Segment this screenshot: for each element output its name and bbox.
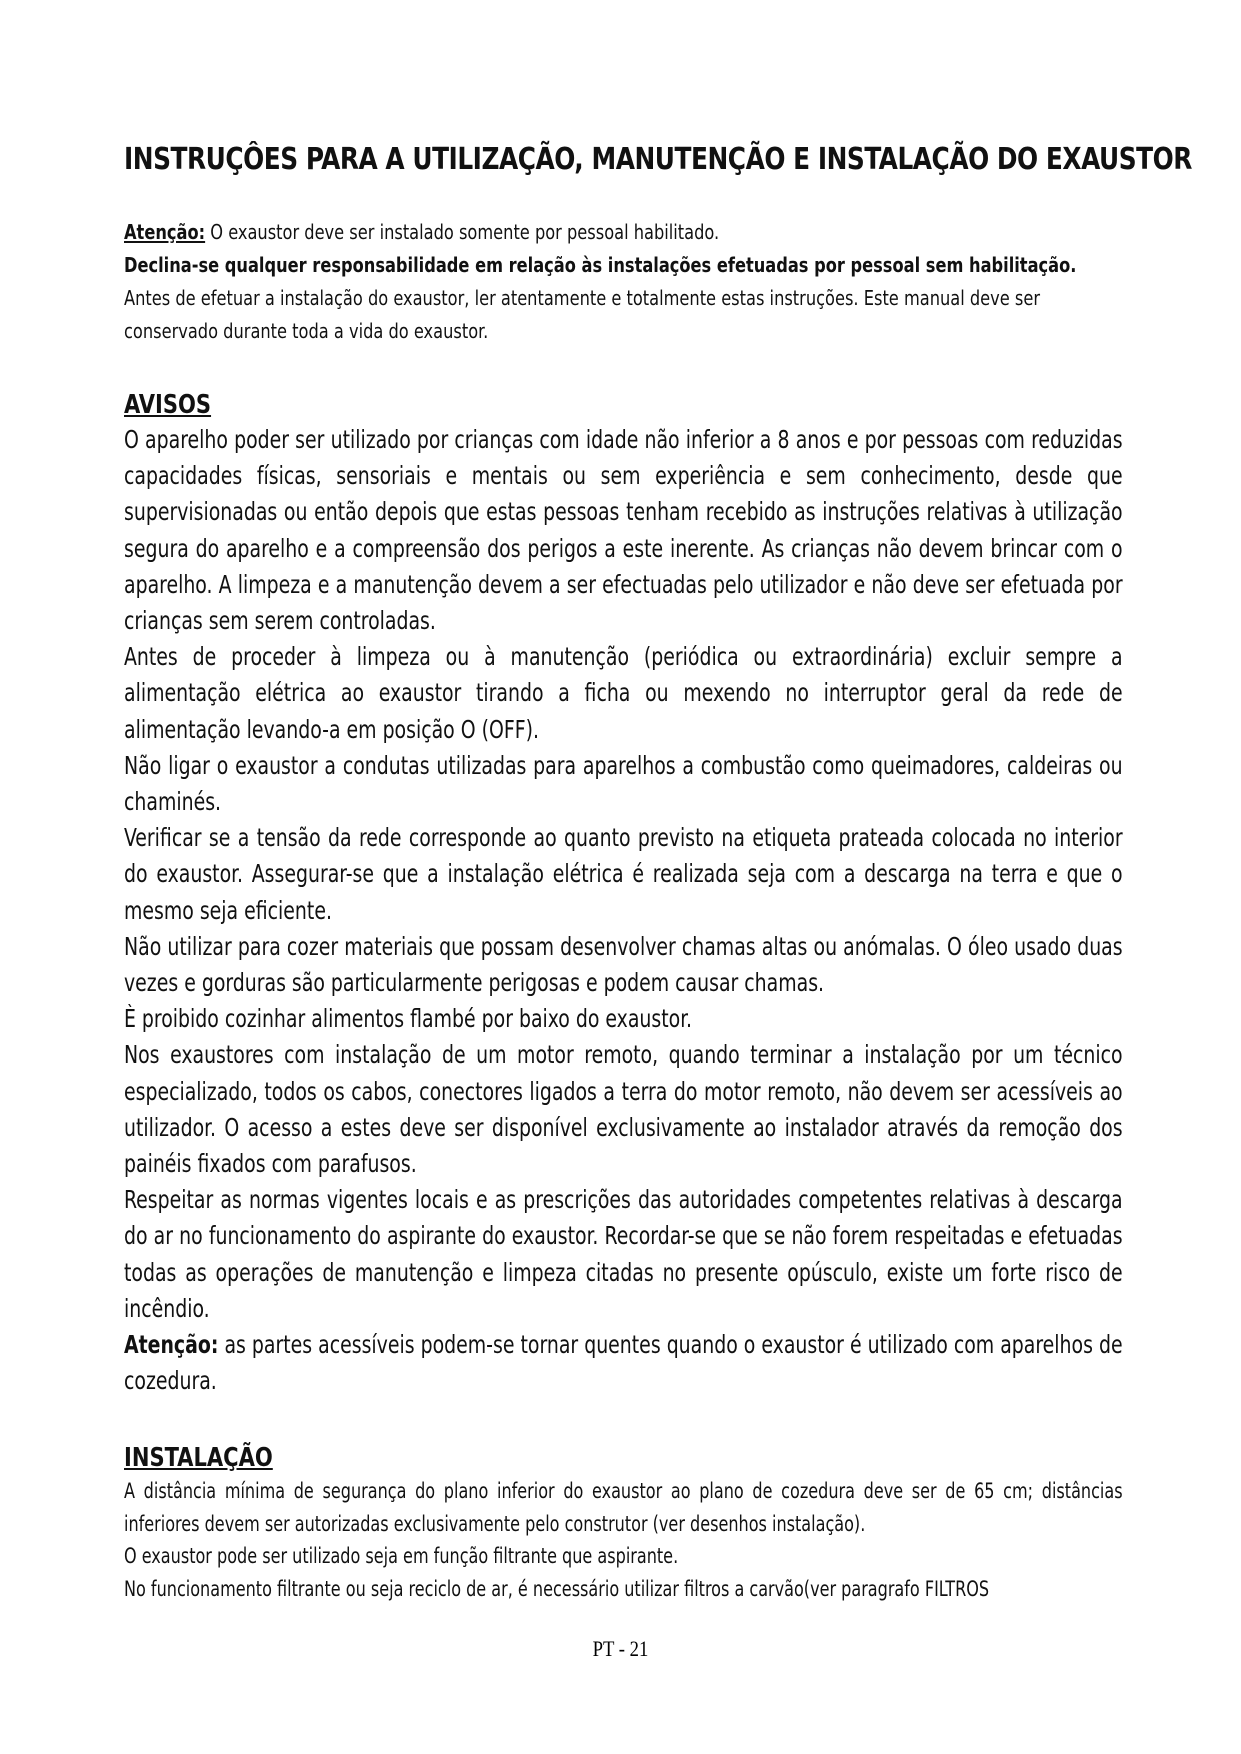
avisos-paragraph-7: Nos exaustores com instalação de um motor remoto, quando terminar a instalação por um técnico especializado, todos os cabos, conectores ligados a terra do motor remoto, não devem ser acessíveis ao utilizador. O acesso a estes deve ser disponível exclusivamente ao instalador através da remoção dos painéis fixados com parafusos. [124,1040,1123,1179]
intro-section [124,216,1123,348]
instalacao-section [124,1441,1123,1605]
avisos-paragraph-3: Não ligar o exaustor a condutas utilizadas para aparelhos a combustão como queimadores, caldeiras ou chaminés. [124,750,1123,817]
avisos-paragraph-8: Respeitar as normas vigentes locais e as prescrições das autoridades competentes relativas à descarga do ar no funcionamento do aspirante do exaustor. Recordar-se que se não forem respeitadas e efetuadas todas as operações de manutenção e limpeza citadas no presente opúsculo, existe um forte risco de incêndio. [124,1185,1123,1323]
instalacao-paragraph-3: No funcionamento filtrante ou seja reciclo de ar, é necessário utilizar filtros a carvão(ver paragrafo FILTROS [124,1576,990,1601]
avisos-paragraph-9 [124,1327,1123,1399]
instalacao-paragraph-2: O exaustor pode ser utilizado seja em função filtrante que aspirante. [124,1544,679,1569]
attention-text: O exaustor deve ser instalado somente por pessoal habilitado. [205,220,720,244]
avisos-section [124,388,1123,1399]
avisos-paragraph-6: È proibido cozinhar alimentos flambé por baixo do exaustor. [124,1004,693,1034]
avisos-paragraph-1: O aparelho poder ser utilizado por crianças com idade não inferior a 8 anos e por pessoas com reduzidas capacidades físicas, sensoriais e mentais ou sem experiência e sem conhecimento, desde que supervisionadas ou então depois que estas pessoas tenham recebido as instruções relativas à utilização segura do aparelho e a compreensão dos perigos a este inerente. As crianças não devem brincar com o aparelho. A limpeza e a manutenção devem a ser efectuadas pelo utilizador e não deve ser efetuada por crianças sem serem controladas. [124,425,1123,636]
avisos-paragraph-4: Verificar se a tensão da rede corresponde ao quanto previsto na etiqueta prateada colocada no interior do exaustor. Assegurar-se que a instalação elétrica é realizada seja com a descarga na terra e que o mesmo seja eficiente. [124,823,1123,925]
avisos-paragraph-2: Antes de proceder à limpeza ou à manutenção (periódica ou extraordinária) excluir sempre a alimentação elétrica ao exaustor tirando a ficha ou mexendo no interruptor geral da rede de alimentação levando-a em posição O (OFF). [124,642,1123,744]
read-instructions-text: Antes de efetuar a instalação do exaustor, ler atentamente e totalmente estas instruções. Este manual deve ser conservado durante toda a vida do exaustor. [124,286,1041,343]
avisos-paragraph-5: Não utilizar para cozer materiais que possam desenvolver chamas altas ou anómalas. O óleo usado duas vezes e gorduras são particularmente perigosas e podem causar chamas. [124,931,1123,998]
page-number: PT - 21 [592,1636,649,1661]
attention-line [124,216,1117,249]
instalacao-heading: INSTALAÇÃO [124,1443,273,1474]
page-title: INSTRUÇÔES PARA A UTILIZAÇÃO, MANUTENÇÃO E INSTALAÇÃO DO EXAUSTOR [124,142,1192,177]
instalacao-paragraph-1: A distância mínima de segurança do plano inferior do exaustor ao plano de cozedura deve ser de 65 cm; distâncias inferiores devem ser autorizadas exclusivamente pelo construtor (ver desenhos instalação). [124,1479,1123,1536]
avisos-attention-label: Atenção: [124,1330,219,1360]
attention-label: Atenção: [124,220,206,244]
avisos-heading: AVISOS [124,390,212,420]
disclaimer-text: Declina-se qualquer responsabilidade em relação às instalações efetuadas por pessoal sem habilitação. [124,253,1077,277]
avisos-attention-text: as partes acessíveis podem-se tornar quentes quando o exaustor é utilizado com aparelhos de cozedura. [124,1330,1123,1396]
